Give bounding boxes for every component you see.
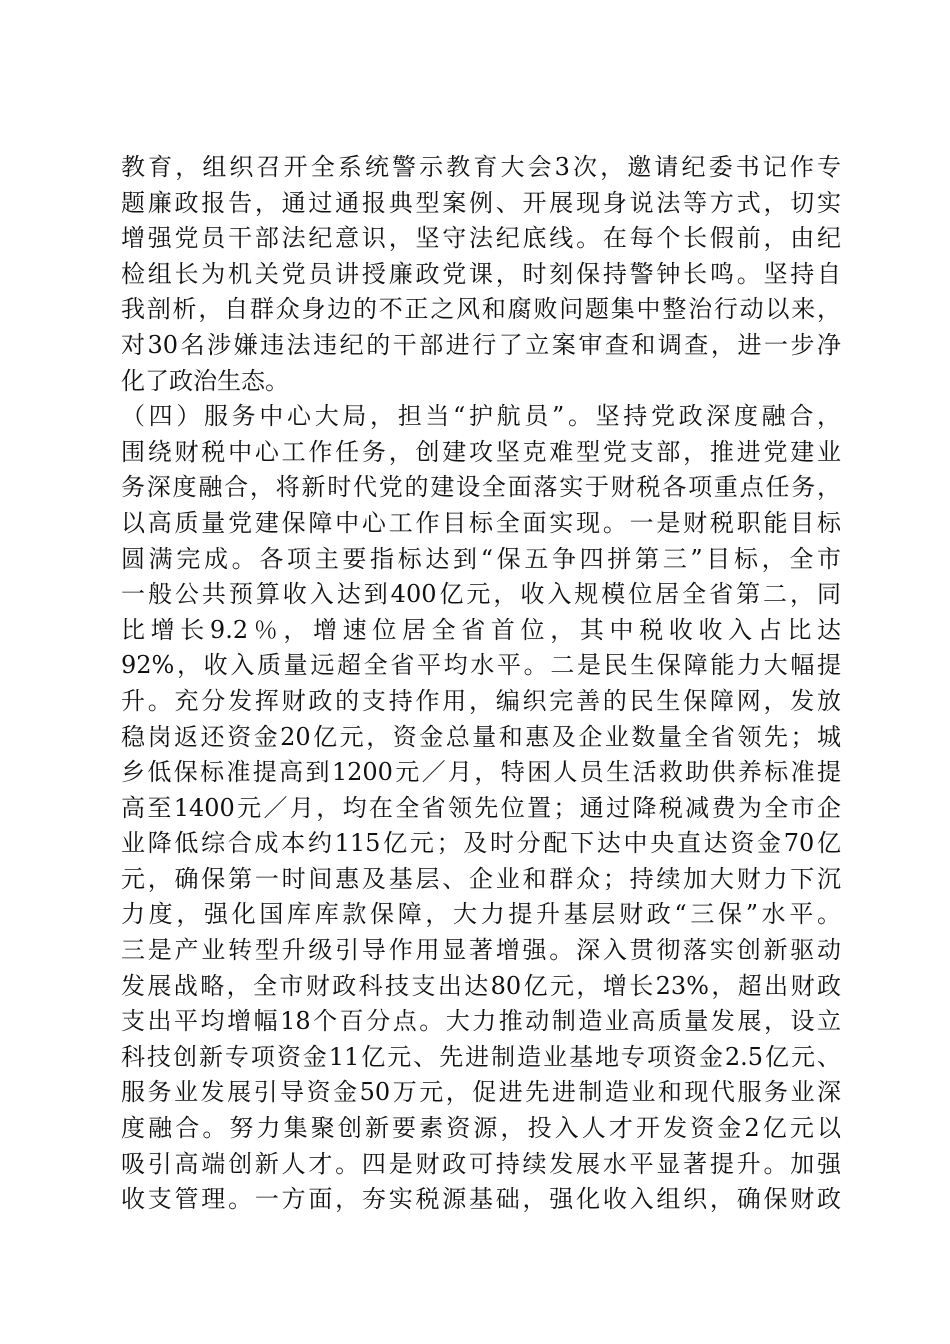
- text-line: 92%，收入质量远超全省平均水平。二是民生保障能力大幅提: [121, 651, 841, 680]
- text-line: 务深度融合，将新时代党的建设全面落实于财税各项重点任务，: [121, 473, 841, 502]
- text-line: 稳岗返还资金20亿元，资金总量和惠及企业数量全省领先；城: [121, 722, 841, 751]
- text-line: 比增长9.2％，增速位居全省首位，其中税收收入占比达: [121, 615, 841, 644]
- text-line: 升。充分发挥财政的支持作用，编织完善的民生保障网，发放: [121, 686, 841, 715]
- text-line: 三是产业转型升级引导作用显著增强。深入贯彻落实创新驱动: [121, 936, 841, 965]
- text-line: 度融合。努力集聚创新要素资源，投入人才开发资金2亿元以: [121, 1114, 841, 1143]
- text-line: 发展战略，全市财政科技支出达80亿元，增长23%，超出财政: [121, 971, 841, 1000]
- text-line: 对30名涉嫌违法违纪的干部进行了立案审查和调查，进一步净: [121, 330, 841, 359]
- text-line: 教育，组织召开全系统警示教育大会3次，邀请纪委书记作专: [121, 153, 841, 181]
- text-line: 业降低综合成本约115亿元；及时分配下达中央直达资金70亿: [121, 829, 841, 858]
- text-line: 收支管理。一方面，夯实税源基础，强化收入组织，确保财政: [121, 1185, 841, 1214]
- text-line: 高至1400元／月，均在全省领先位置；通过降税减费为全市企: [121, 793, 841, 822]
- text-line: 支出平均增幅18个百分点。大力推动制造业高质量发展，设立: [121, 1007, 841, 1036]
- text-line: 以高质量党建保障中心工作目标全面实现。一是财税职能目标: [121, 508, 841, 537]
- text-line: 服务业发展引导资金50万元，促进先进制造业和现代服务业深: [121, 1078, 841, 1107]
- text-line: 化了政治生态。: [121, 366, 289, 395]
- text-line: 科技创新专项资金11亿元、先进制造业基地专项资金2.5亿元、: [121, 1042, 841, 1071]
- text-line: 一般公共预算收入达到400亿元，收入规模位居全省第二，同: [121, 580, 841, 609]
- text-line: 检组长为机关党员讲授廉政党课，时刻保持警钟长鸣。坚持自: [121, 259, 841, 288]
- text-line: 题廉政报告，通过通报典型案例、开展现身说法等方式，切实: [121, 188, 841, 217]
- text-line: 增强党员干部法纪意识，坚守法纪底线。在每个长假前，由纪: [121, 224, 841, 253]
- body-text: [121, 150, 841, 1218]
- text-line: 乡低保标准提高到1200元／月，特困人员生活救助供养标准提: [121, 758, 841, 787]
- text-line: 围绕财税中心工作任务，创建攻坚克难型党支部，推进党建业: [121, 437, 841, 466]
- text-line: 我剖析，自群众身边的不正之风和腐败问题集中整治行动以来，: [121, 295, 841, 324]
- text-line: 圆满完成。各项主要指标达到“保五争四拼第三”目标，全市: [121, 544, 841, 573]
- text-line: 力度，强化国库库款保障，大力提升基层财政“三保”水平。: [121, 900, 841, 929]
- text-line: 吸引高端创新人才。四是财政可持续发展水平显著提升。加强: [121, 1149, 841, 1178]
- section-heading-line: （四）服务中心大局，担当“护航员”。坚持党政深度融合，: [121, 402, 841, 431]
- text-line: 元，确保第一时间惠及基层、企业和群众；持续加大财力下沉: [121, 864, 841, 893]
